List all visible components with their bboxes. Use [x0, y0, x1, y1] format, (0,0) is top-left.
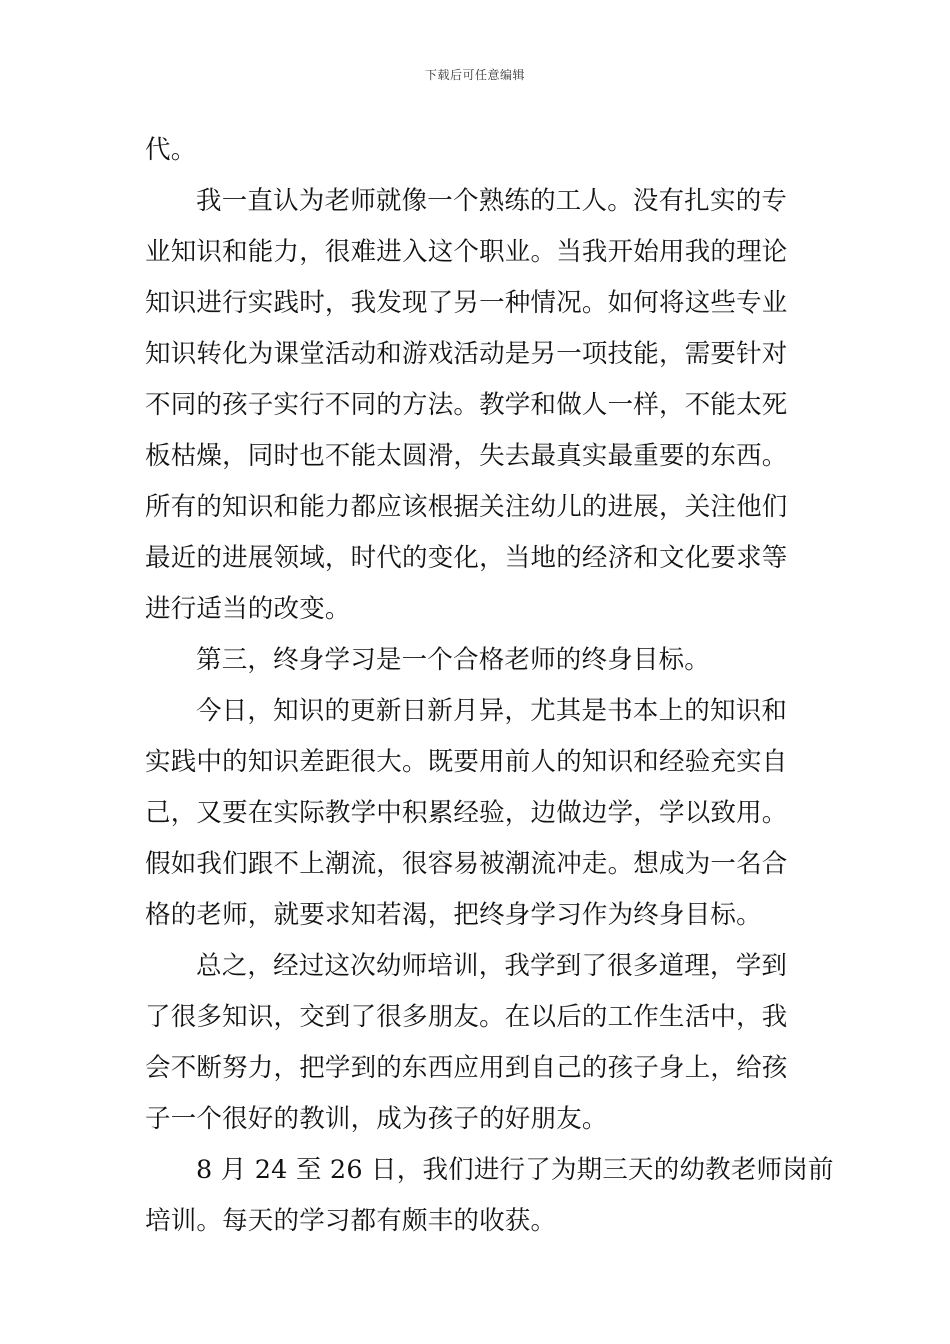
body-line: 第三，终身学习是一个合格老师的终身目标。 [196, 645, 711, 675]
body-line: 知识转化为课堂活动和游戏活动是另一项技能，需要针对 [145, 339, 788, 369]
body-line: 实践中的知识差距很大。既要用前人的知识和经验充实自 [145, 747, 788, 777]
body-line: 培训。每天的学习都有颇丰的收获。 [145, 1206, 557, 1236]
body-line: 代。 [145, 135, 197, 165]
body-line: 知识进行实践时，我发现了另一种情况。如何将这些专业 [145, 288, 788, 318]
body-line: 假如我们跟不上潮流，很容易被潮流冲走。想成为一名合 [145, 849, 788, 879]
body-line: 不同的孩子实行不同的方法。教学和做人一样，不能太死 [145, 390, 788, 420]
page-header: 下载后可任意编辑 [424, 68, 525, 82]
body-line: 板枯燥，同时也不能太圆滑，失去最真实最重要的东西。 [145, 441, 788, 471]
document-body [145, 125, 834, 1247]
body-line: 了很多知识，交到了很多朋友。在以后的工作生活中，我 [145, 1002, 788, 1032]
body-line: 业知识和能力，很难进入这个职业。当我开始用我的理论 [145, 237, 788, 267]
body-line: 最近的进展领域，时代的变化，当地的经济和文化要求等 [145, 543, 788, 573]
body-line: 我一直认为老师就像一个熟练的工人。没有扎实的专 [196, 186, 788, 216]
body-line: 所有的知识和能力都应该根据关注幼儿的进展，关注他们 [145, 492, 788, 522]
body-line: 格的老师，就要求知若渴，把终身学习作为终身目标。 [145, 900, 762, 930]
body-line: 总之，经过这次幼师培训，我学到了很多道理，学到 [196, 951, 788, 981]
body-line: 进行适当的改变。 [145, 594, 351, 624]
body-line: 会不断努力，把学到的东西应用到自己的孩子身上，给孩 [145, 1053, 788, 1083]
body-line: 今日，知识的更新日新月异，尤其是书本上的知识和 [196, 696, 788, 726]
body-line: 8 月 24 至 26 日，我们进行了为期三天的幼教老师岗前 [196, 1155, 834, 1185]
body-line: 子一个很好的教训，成为孩子的好朋友。 [145, 1104, 608, 1134]
body-line: 己，又要在实际教学中积累经验，边做边学，学以致用。 [145, 798, 788, 828]
